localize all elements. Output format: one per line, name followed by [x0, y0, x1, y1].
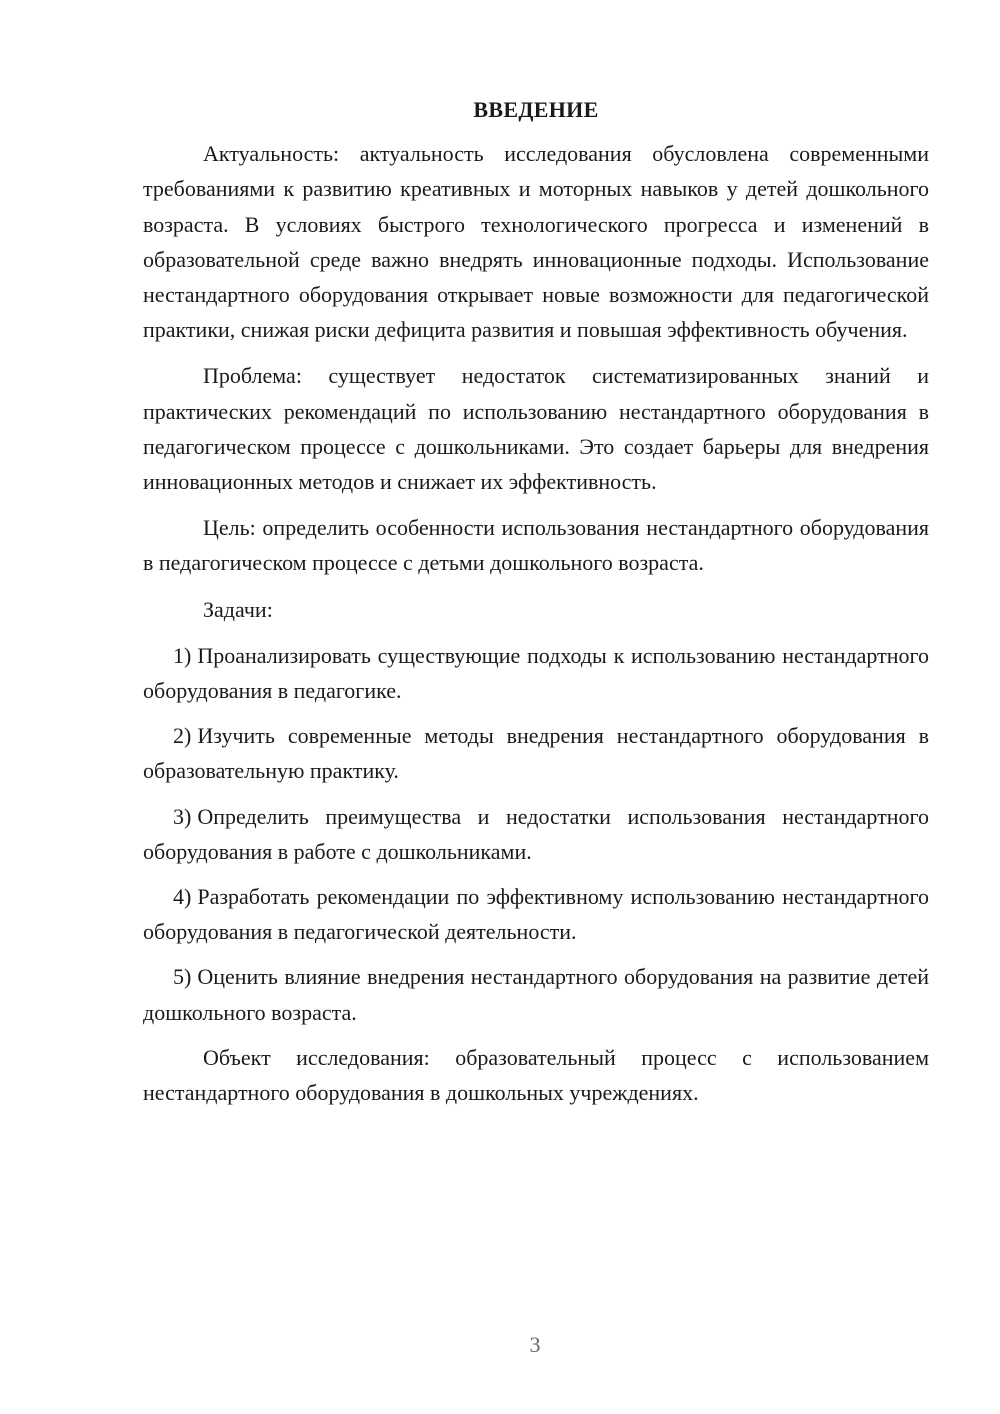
task-number: 2)	[173, 723, 192, 749]
goal-paragraph: Цель: определить особенности использования нестандартного оборудования в педагогическом процессе с детьми дошкольного возраста.	[143, 515, 929, 576]
object-paragraph: Объект исследования: образовательный процесс с использованием нестандартного оборудования в дошкольных учреждениях.	[143, 1044, 929, 1106]
tasks-heading: Задачи:	[203, 596, 273, 622]
task-text: Изучить современные методы внедрения нестандартного оборудования в образовательную практику.	[143, 723, 929, 784]
task-item	[143, 799, 929, 869]
task-item	[143, 959, 929, 1029]
task-number: 5)	[173, 964, 192, 990]
task-item	[143, 638, 929, 708]
task-item	[143, 718, 929, 788]
page-content	[143, 92, 929, 1121]
task-item	[143, 879, 929, 949]
task-number: 4)	[173, 884, 192, 910]
page-number: 3	[529, 1332, 541, 1357]
task-text: Определить преимущества и недостатки использования нестандартного оборудования в работе с дошкольниками.	[143, 803, 929, 864]
task-number: 1)	[173, 642, 192, 668]
section-title: ВВЕДЕНИЕ	[473, 97, 599, 122]
relevance-paragraph: Актуальность: актуальность исследования обусловлена современными требованиями к развитию креативных и моторных навыков у детей дошкольного возраста. В условиях быстрого технологического прогресса и изменений в образовательной среде важно внедрять инновационные подходы. Использование нестандартного оборудования открывает новые возможности для педагогической практики, снижая риски дефицита развития и повышая эффективность обучения.	[143, 141, 929, 343]
task-text: Разработать рекомендации по эффективному использованию нестандартного оборудования в педагогической деятельности.	[143, 884, 929, 945]
problem-paragraph: Проблема: существует недостаток систематизированных знаний и практических рекомендаций по использованию нестандартного оборудования в педагогическом процессе с дошкольниками. Это создает барьеры для внедрения инновационных методов и снижает их эффективность.	[143, 363, 929, 495]
task-number: 3)	[173, 803, 192, 829]
task-text: Оценить влияние внедрения нестандартного оборудования на развитие детей дошкольного возраста.	[143, 964, 929, 1025]
task-text: Проанализировать существующие подходы к использованию нестандартного оборудования в педагогике.	[143, 642, 929, 704]
